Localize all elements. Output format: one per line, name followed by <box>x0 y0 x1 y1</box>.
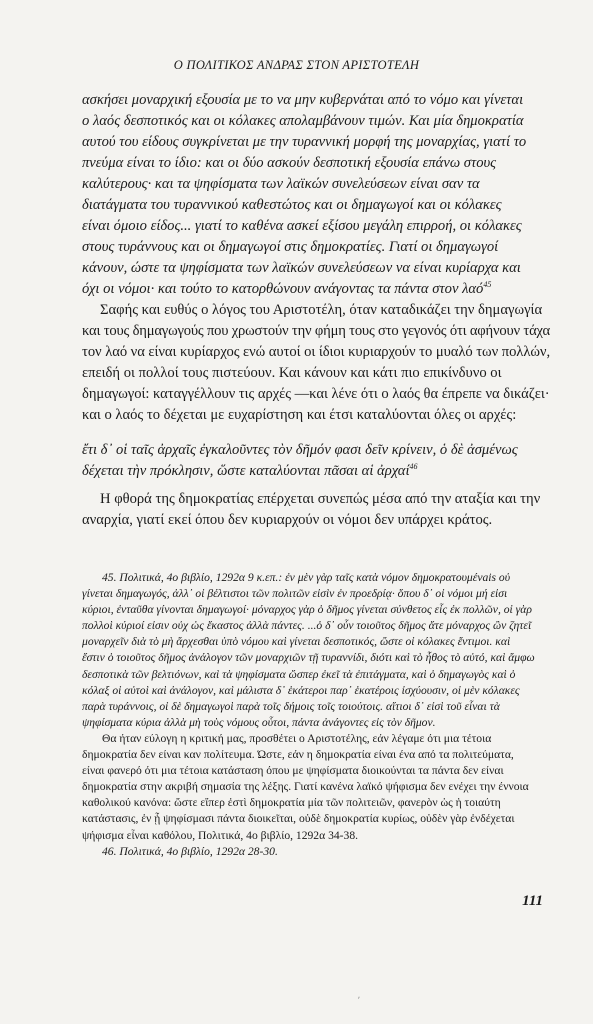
footnote-45-cont-line: δημοκρατία στην ακριβή σημασία της λέξης. Γιατί κανένα λαϊκό ψήφισμα δεν ενέχει την έννοια <box>82 780 529 794</box>
footnote-45-line: κόλαξ οἱ αὐτοὶ καὶ ἀνάλογον, καὶ μάλιστα δ᾽ ἑκάτεροι παρ᾽ ἑκατέροις ἰσχύουσιν, οἱ μὲν κόλακες <box>82 683 520 697</box>
body-line: επειδή οι πολλοί τους πιστεύουν. Και κάνουν και κάτι πιο επικίνδυνο οι <box>82 365 502 381</box>
footnote-45-line: 45. Πολιτικά, 4ο βιβλίο, 1292α 9 κ.επ.: ἐν μὲν γὰρ ταῖς κατὰ νόμον δημοκρατουμένais οὐ <box>102 571 511 584</box>
quote-line: ο λαός δεσποτικός και οι κόλακες απολαμβάνουν τιμών. Και μία δημοκρατία <box>82 113 524 129</box>
quote-line-text: δέχεται τὴν πρόκλησιν, ὥστε καταλύονται πᾶσαι αἱ ἀρχαί <box>82 463 410 479</box>
footnote-45-cont-line: ψήφισμα εἶναι καθόλου, Πολιτικά, 4ο βιβλίο, 1292α 34-38. <box>82 828 359 842</box>
quote-line: ασκήσει μοναρχική εξουσία με το να μην κυβερνάται από το νόμο και γίνεται <box>82 92 524 108</box>
body-line: αναρχία, γιατί εκεί όπου δεν κυριαρχούν οι νόμοι δεν υπάρχει κράτος. <box>82 512 493 528</box>
block-quote-1 <box>82 90 550 300</box>
body-line: Σαφής και ευθύς ο λόγος του Αριστοτέλη, όταν καταδικάζει την δημαγωγία <box>100 302 543 318</box>
footnote-45-cont-line: δημοκρατία δεν είναι καν πολίτευμα. Ώστε, εάν η δημοκρατία είναι ένα από τα πολιτεύματα, <box>82 748 514 762</box>
footnote-45-line: παρὰ τυράννοις, οἱ δὲ δημαγωγοὶ παρὰ τοῖς δήμοις τοῖς τοιούτοις. αἴτιοι δ᾽ εἰσὶ τοῦ εἶναι τὰ <box>82 699 500 713</box>
footnotes <box>82 570 550 860</box>
footnote-45-line: γίνεται δημαγωγός, ἀλλ᾽ οἱ βέλτιστοι τῶν πολιτῶν εἰσὶν ἐν προεδρίᾳ· ὅπου δ᾽ οἱ νόμοι μή εἰσι <box>82 587 508 601</box>
footnote-45-line: κύριοι, ἐνταῦθα γίνονται δημαγωγοί· μόναρχος γὰρ ὁ δῆμος γίνεται σύνθετος εἷς ἐκ πολλῶν, οἱ γὰρ <box>82 603 532 617</box>
body-line: δημαγωγοί: καταγγέλλουν τις αρχές —και λένε ότι ο λαός θα έπρεπε να δικάζει· <box>82 386 550 402</box>
running-head: Ο ΠΟΛΙΤΙΚΟΣ ΑΝΔΡΑΣ ΣΤΟΝ ΑΡΙΣΤΟΤΕΛΗ <box>173 58 420 72</box>
body-paragraph-2 <box>82 489 550 531</box>
body-paragraph-1 <box>82 300 550 426</box>
quote-line-text: όχι οι νόμοι· και τούτο το κατορθώνουν ανάγοντας τα πάντα στον λαό <box>82 281 484 297</box>
footnote-ref-45[interactable]: 45 <box>483 280 492 290</box>
quote-line: πνεύμα είναι το ίδιο: και οι δύο ασκούν δεσποτική εξουσία επάνω στους <box>82 155 497 171</box>
footnote-45-cont-line: Θα ήταν εύλογη η κριτική μας, προσθέτει ο Αριστοτέλης, εάν λέγαμε ότι μια τέτοια <box>102 731 492 745</box>
quote-line: στους τυράννους και οι δημαγωγοί στις δημοκρατίες. Γιατί οι δημαγωγοί <box>82 239 499 255</box>
quote-line <box>82 279 550 300</box>
body-line: Η φθορά της δημοκρατίας επέρχεται συνεπώς μέσα από την αταξία και την <box>100 491 541 507</box>
quote-line: καλύτερους· και τα ψηφίσματα των λαϊκών συνελεύσεων είναι σαν τα <box>82 176 480 192</box>
block-quote-2 <box>82 440 550 482</box>
quote-line: ἔτι δ᾽ οἱ ταῖς ἀρχαῖς ἐγκαλοῦντες τὸν δῆμόν φασι δεῖν κρίνειν, ὁ δὲ ἀσμένως <box>82 442 518 458</box>
footnote-45-cont-line: είναι φανερό ότι μια τέτοια κατάσταση όπου με ψηφίσματα διοικούνται τα πάντα δεν είναι <box>82 764 504 778</box>
footnote-46-line: 46. Πολιτικά, 4ο βιβλίο, 1292α 28-30. <box>102 844 278 858</box>
quote-line: είναι όμοιο είδος... γιατί το καθένα ασκεί εξίσου μεγάλη επιρροή, οι κόλακες <box>82 218 522 234</box>
quote-line: κάνουν, ώστε τα ψηφίσματα των λαϊκών συνελεύσεων να είναι κυρίαρχα και <box>82 260 521 276</box>
print-mark: ʹ <box>358 995 360 1005</box>
footnote-45-line: ψηφίσματα κύρια ἀλλὰ μὴ τοὺς νόμους οὗτοι, πάντα ἀνάγοντες εἰς τὸν δῆμον. <box>82 715 436 729</box>
quote-line <box>82 461 550 482</box>
footnote-45-line: πολλοὶ κύριοί εἰσιν οὐχ ὡς ἕκαστος ἀλλὰ πάντες. ...ὁ δ᾽ οὖν τοιοῦτος δῆμος ἅτε μόναρχος ὢν ζητεῖ <box>82 619 532 633</box>
footnote-45-cont-line: καθολικού κανόνα: ὥστε εἴπερ ἐστὶ δημοκρατία μία τῶν πολιτειῶν, φανερὸν ὡς ἡ τοιαύτη <box>82 796 501 810</box>
footnote-45-line: ἔστιν ὁ τοιοῦτος δῆμος ἀνάλογον τῶν μοναρχιῶν τῇ τυραννίδι, διότι καὶ τὸ ἦθος τὸ αὐτό, καὶ ἄμφω <box>82 651 535 665</box>
page-number: 111 <box>522 893 543 909</box>
quote-line: διατάγματα του τυραννικού καθεστώτος και οι δημαγωγοί και οι κόλακες <box>82 197 502 213</box>
quote-line: αυτού του είδους συγκρίνεται με την τυραννική μορφή της μοναρχίας, γιατί το <box>82 134 527 150</box>
body-line: και ο λαός το δέχεται με ευχαρίστηση και έτσι καταλύονται όλες οι αρχές: <box>82 407 517 423</box>
footnote-45-line: μοναρχεῖν διὰ τὸ μὴ ἄρχεσθαι ὑπὸ νόμου καὶ γίνεται δεσποτικός, ὥστε οἱ κόλακες ἔντιμοι. καὶ <box>82 635 511 649</box>
footnote-45-cont-line: κατάστασις, ἐν ᾗ ψηφίσμασι πάντα διοικεῖται, οὐδὲ δημοκρατία κυρίως, οὐδὲν γὰρ ἐνδέχεται <box>82 812 515 826</box>
body-line: τον λαό να είναι κυρίαρχος ενώ αυτοί οι ίδιοι κυριαρχούν το μυαλό των πολλών, <box>82 344 550 360</box>
body-line: και τους δημαγωγούς που χρωστούν την φήμη τους στο γεγονός ότι αφήνουν τάχα <box>82 323 550 339</box>
footnote-ref-46[interactable]: 46 <box>409 462 418 472</box>
footnote-45-line: δεσποτικὰ τῶν βελτιόνων, καὶ τὰ ψηφίσματα ὥσπερ ἐκεῖ τὰ ἐπιτάγματα, καὶ ὁ δημαγωγὸς καὶ ὁ <box>82 667 516 681</box>
